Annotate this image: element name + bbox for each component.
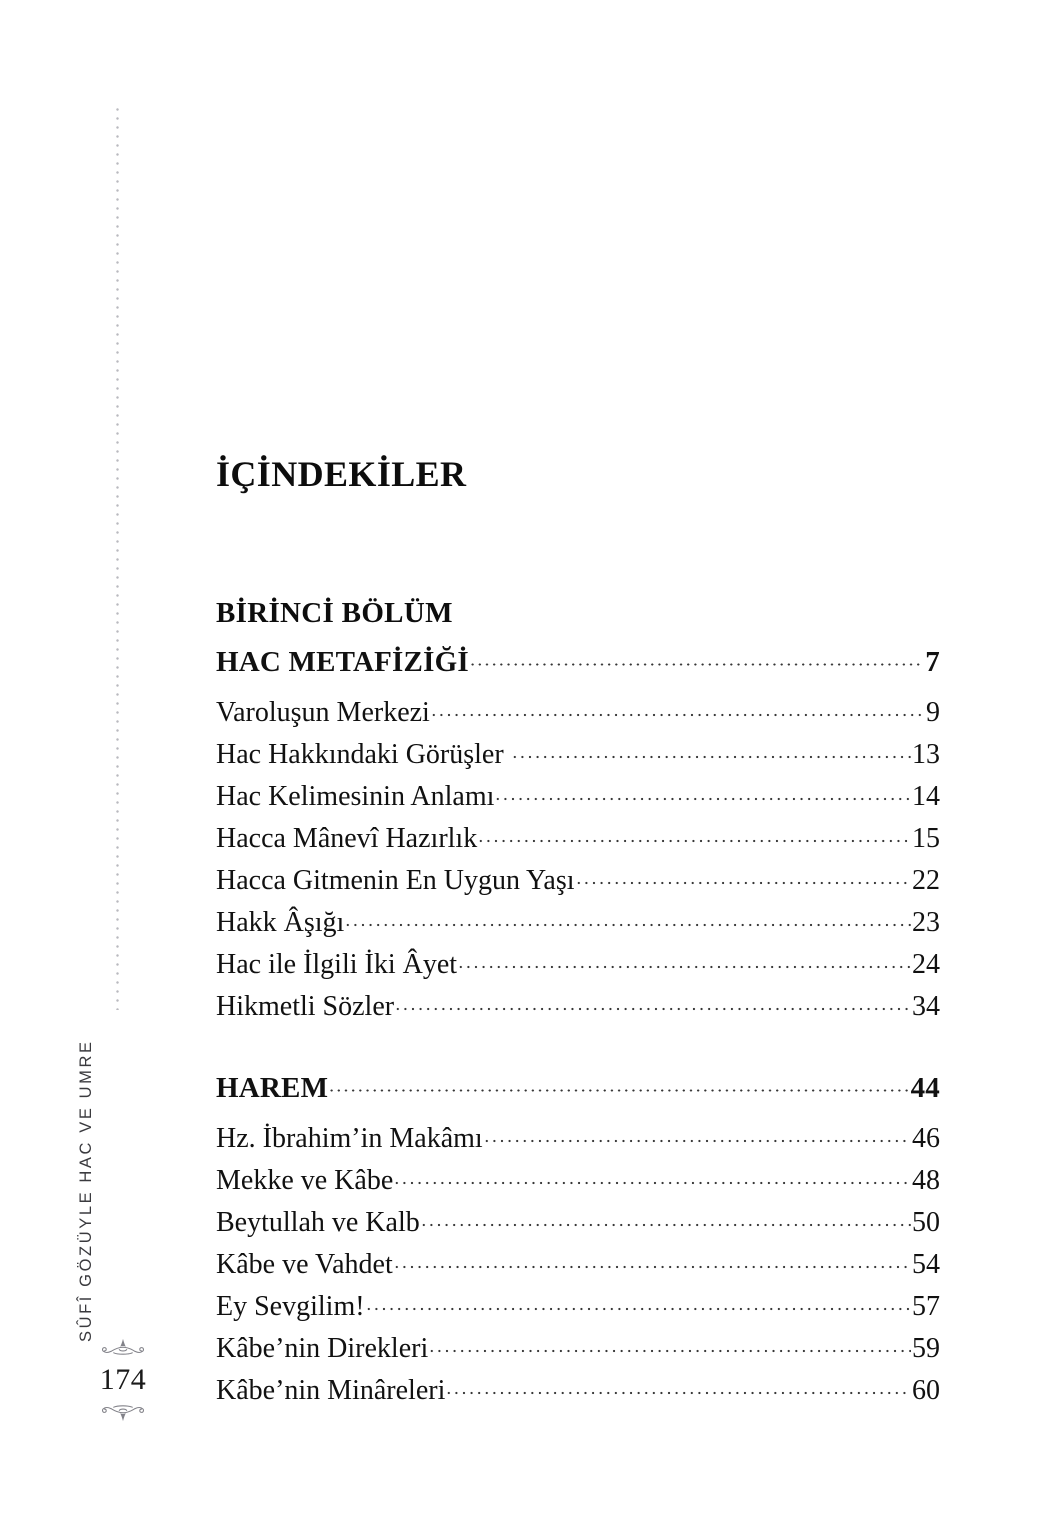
toc-entry-page: 57 [912, 1291, 940, 1322]
toc-entry-page: 50 [912, 1207, 940, 1238]
toc-entry-page: 22 [912, 865, 940, 896]
page-title: İÇİNDEKİLER [216, 454, 467, 494]
toc-chapter-label: HAREM [216, 1072, 329, 1104]
toc-entry-page: 34 [912, 991, 940, 1022]
toc-entry-row[interactable] [216, 902, 940, 944]
toc-entry-label: Varoluşun Merkezi [216, 697, 430, 728]
dot-leader [420, 1203, 911, 1231]
toc-entry-label: Beytullah ve Kalb [216, 1207, 420, 1238]
toc-entry-label: Hac ile İlgili İki Âyet [216, 949, 458, 980]
toc-entry-page: 54 [912, 1249, 940, 1280]
dot-leader [445, 1371, 911, 1399]
toc-entry-page: 14 [912, 781, 940, 812]
toc-entry-label: Ey Sevgilim! [216, 1291, 365, 1322]
toc-entry-row[interactable] [216, 818, 940, 860]
toc-chapter-label: HAC METAFİZİĞİ [216, 646, 469, 678]
dot-leader [457, 945, 911, 973]
toc-entry-row[interactable] [216, 1286, 940, 1328]
toc-entry-row[interactable] [216, 1160, 940, 1202]
toc-entry-label: Hacca Gitmenin En Uygun Yaşı [216, 865, 575, 896]
toc-entry-page: 15 [912, 823, 940, 854]
toc-entry-page: 48 [912, 1165, 940, 1196]
toc-entry-row[interactable] [216, 1370, 940, 1412]
dot-leader [344, 903, 911, 931]
running-head [77, 1012, 156, 1342]
folio-block [88, 1337, 158, 1423]
table-of-contents [216, 592, 940, 1412]
toc-entry-label: Hakk Âşığı [216, 907, 345, 938]
toc-chapter-page: 7 [925, 646, 940, 678]
toc-entry-page: 23 [912, 907, 940, 938]
toc-entry-label: Kâbeʼnin Minâreleri [216, 1375, 446, 1406]
toc-entry-label: Kâbeʼnin Direkleri [216, 1333, 429, 1364]
dot-leader [483, 1119, 911, 1147]
spacer [216, 1110, 940, 1118]
toc-entry-row[interactable] [216, 734, 940, 776]
toc-entry-page: 46 [912, 1123, 940, 1154]
part-heading: BİRİNCİ BÖLÜM [216, 597, 453, 629]
toc-entry-label: Hz. İbrahimʼin Makâmı [216, 1123, 483, 1154]
dot-leader [328, 1068, 909, 1097]
toc-entry-row[interactable] [216, 776, 940, 818]
toc-entry-row[interactable] [216, 1328, 940, 1370]
dot-leader [393, 1245, 911, 1273]
fleuron-ornament-top [95, 1337, 151, 1363]
toc-entry-page: 60 [912, 1375, 940, 1406]
toc-entry-label: Hac Hakkındaki Görüşler [216, 739, 511, 770]
toc-entry-page: 59 [912, 1333, 940, 1364]
spacer [216, 1028, 940, 1066]
page-number: 174 [99, 1363, 147, 1396]
toc-entry-page: 9 [926, 697, 940, 728]
margin-dotted-rule [116, 105, 119, 1010]
toc-entry-row[interactable] [216, 944, 940, 986]
toc-chapter-row[interactable] [216, 1066, 940, 1110]
toc-entry-row[interactable] [216, 1244, 940, 1286]
dot-leader [494, 777, 911, 805]
dot-leader [428, 1329, 911, 1357]
toc-entry-label: Hac Kelimesinin Anlamı [216, 781, 495, 812]
toc-chapter-row[interactable] [216, 640, 940, 684]
dot-leader [430, 693, 925, 721]
toc-entry-page: 13 [912, 739, 940, 770]
toc-entry-row[interactable] [216, 1202, 940, 1244]
dot-leader [575, 861, 911, 889]
toc-entry-row[interactable] [216, 1118, 940, 1160]
dot-leader [477, 819, 911, 847]
dot-leader [394, 987, 911, 1015]
toc-entry-page: 24 [912, 949, 940, 980]
spacer [216, 684, 940, 692]
toc-entry-label: Kâbe ve Vahdet [216, 1249, 393, 1280]
dot-leader [365, 1287, 911, 1315]
running-head-text: SÛFÎ GÖZÜYLE HAC VE UMRE [77, 1039, 95, 1342]
toc-entry-label: Hacca Mânevî Hazırlık [216, 823, 478, 854]
dot-leader [469, 642, 924, 671]
toc-entry-row[interactable] [216, 692, 940, 734]
toc-entry-row[interactable] [216, 860, 940, 902]
fleuron-ornament-bottom [95, 1397, 151, 1423]
dot-leader [511, 735, 911, 763]
toc-chapter-page: 44 [910, 1072, 940, 1104]
toc-entry-label: Hikmetli Sözler [216, 991, 395, 1022]
toc-entry-label: Mekke ve Kâbe [216, 1165, 394, 1196]
toc-entry-row[interactable] [216, 986, 940, 1028]
dot-leader [393, 1161, 911, 1189]
